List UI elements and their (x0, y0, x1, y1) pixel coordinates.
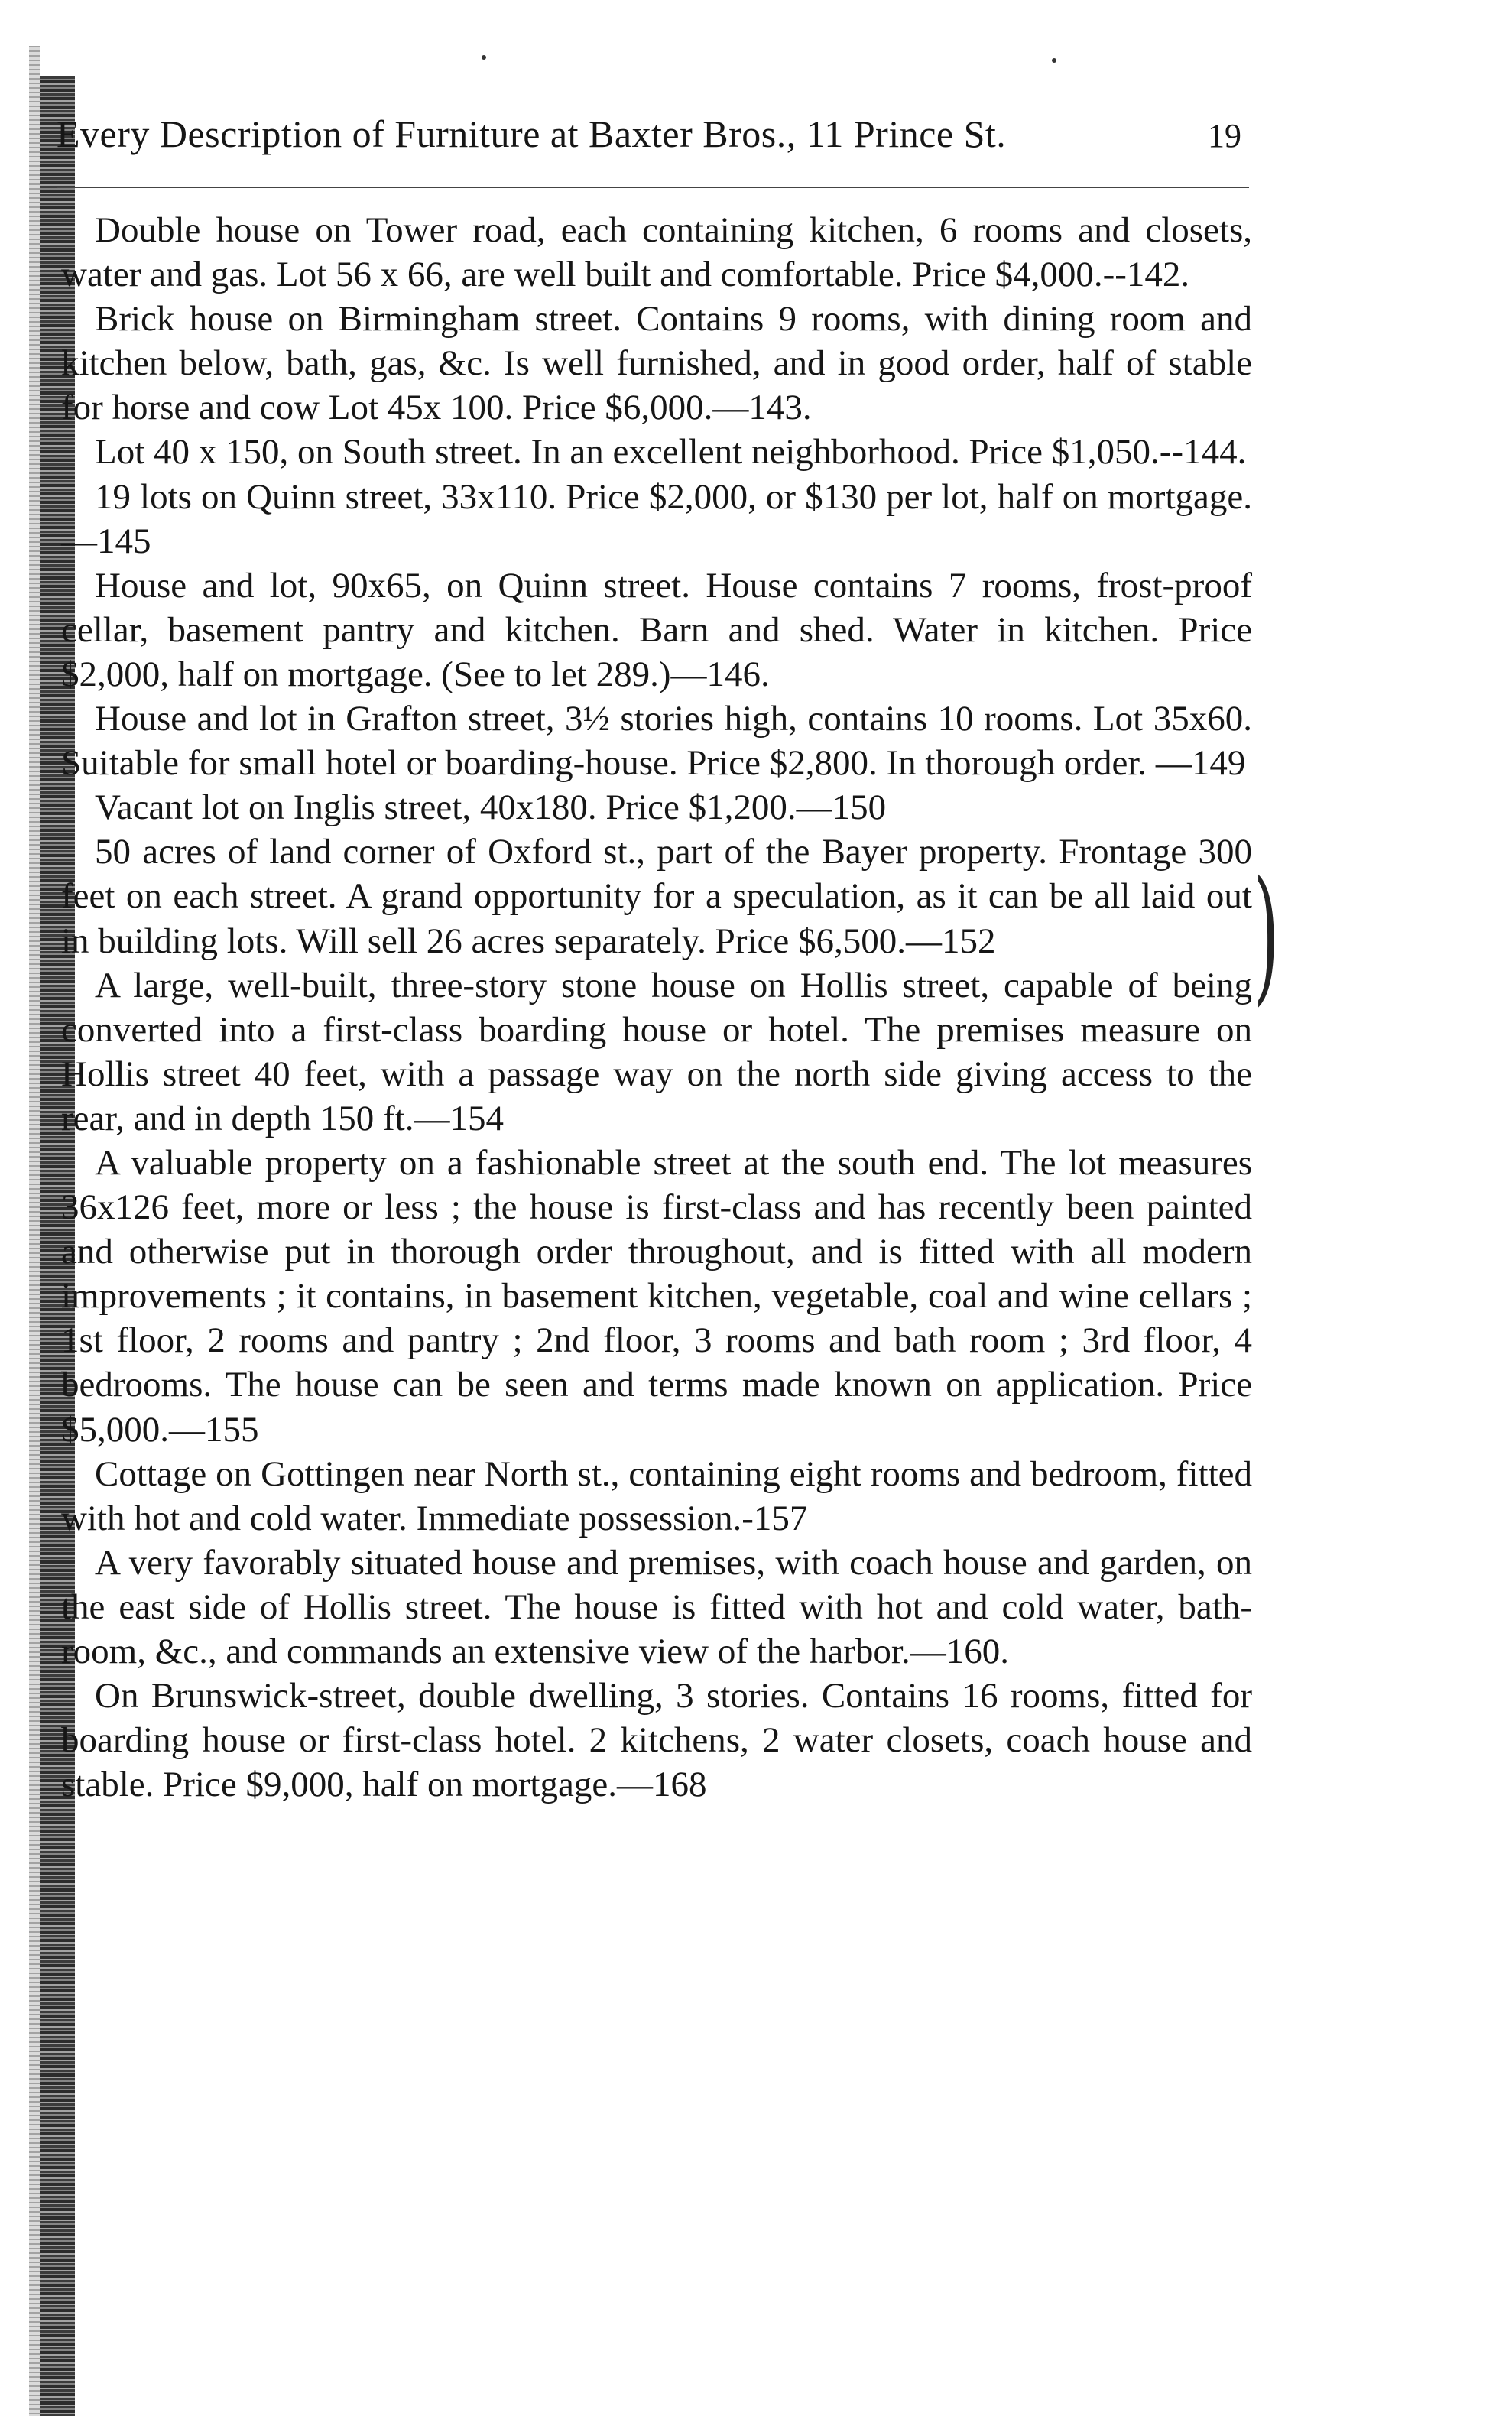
listings-column (61, 208, 1252, 1807)
ink-speck (1052, 58, 1056, 63)
running-header (57, 112, 1249, 173)
listing-item: Lot 40 x 150, on South street. In an excellent neighborhood. Price $1,050.--144. (95, 432, 1247, 472)
listing-item: A very favorably situated house and premises, with coach house and garden, on the east side of Hollis street. The house is fitted with hot and cold water, bath-room, &c., and commands an extensive view of the harbor.—160. (61, 1542, 1252, 1671)
listing-item: Cottage on Gottingen near North st., containing eight rooms and bedroom, fitted with hot and cold water. Immediate possession.-157 (61, 1453, 1252, 1538)
page-number: 19 (1208, 117, 1241, 154)
listing-item: Brick house on Birmingham street. Contains 9 rooms, with dining room and kitchen below, bath, gas, &c. Is well furnished, and in good order, half of stable for horse and cow Lot 45x 100. Price $6,000.—143. (61, 299, 1252, 428)
listing-item: A valuable property on a fashionable street at the south end. The lot measures 36x126 feet, more or less ; the house is first-class and has recently been painted and otherwise put in thorough order throughout, and is fitted with all modern improvements ; it contains, in basement kitchen, vegetable, coal and wine cellars ; 1st floor, 2 rooms and pantry ; 2nd floor, 3 rooms and bath room ; 3rd floor, 4 bedrooms. The house can be seen and terms made known on application. Price $5,000.—155 (61, 1142, 1252, 1450)
ink-speck (482, 55, 486, 60)
listing-item: Vacant lot on Inglis street, 40x180. Price $1,200.—150 (95, 787, 887, 828)
listing-item: 50 acres of land corner of Oxford st., part of the Bayer property. Frontage 300 feet on each street. A grand opportunity for a speculation, as it can be all laid out in building lots. Will sell 26 acres separately. Price $6,500.—152 (61, 832, 1252, 961)
listing-item: On Brunswick-street, double dwelling, 3 stories. Contains 16 rooms, fitted for boarding house or first-class hotel. 2 kitchens, 2 water closets, coach house and stable. Price $9,000, half on mortgage.—168 (61, 1676, 1252, 1805)
handwritten-brace-mark: ) (1254, 850, 1280, 1019)
listing-item: Double house on Tower road, each containing kitchen, 6 rooms and closets, water and gas. Lot 56 x 66, are well built and comfortable. Price $4,000.--142. (61, 210, 1252, 295)
listing-item: House and lot in Grafton street, 3½ stories high, contains 10 rooms. Lot 35x60. Suitable for small hotel or boarding-house. Price $2,800. In thorough order. —149 (61, 699, 1252, 784)
page-binding-shadow (29, 46, 40, 2416)
listing-item: A large, well-built, three-story stone house on Hollis street, capable of being converted into a first-class boarding house or hotel. The premises measure on Hollis street 40 feet, with a passage way on the north side giving access to the rear, and in depth 150 ft.—154 (61, 965, 1252, 1138)
listing-item: House and lot, 90x65, on Quinn street. House contains 7 rooms, frost-proof cellar, basement pantry and kitchen. Barn and shed. Water in kitchen. Price $2,000, half on mortgage. (See to let 289.)—146. (61, 565, 1252, 694)
listing-item: 19 lots on Quinn street, 33x110. Price $2,000, or $130 per lot, half on mortgage.—145 (61, 476, 1252, 561)
header-rule (57, 187, 1249, 188)
header-title: Every Description of Furniture at Baxter Bros., 11 Prince St. (57, 112, 1007, 155)
